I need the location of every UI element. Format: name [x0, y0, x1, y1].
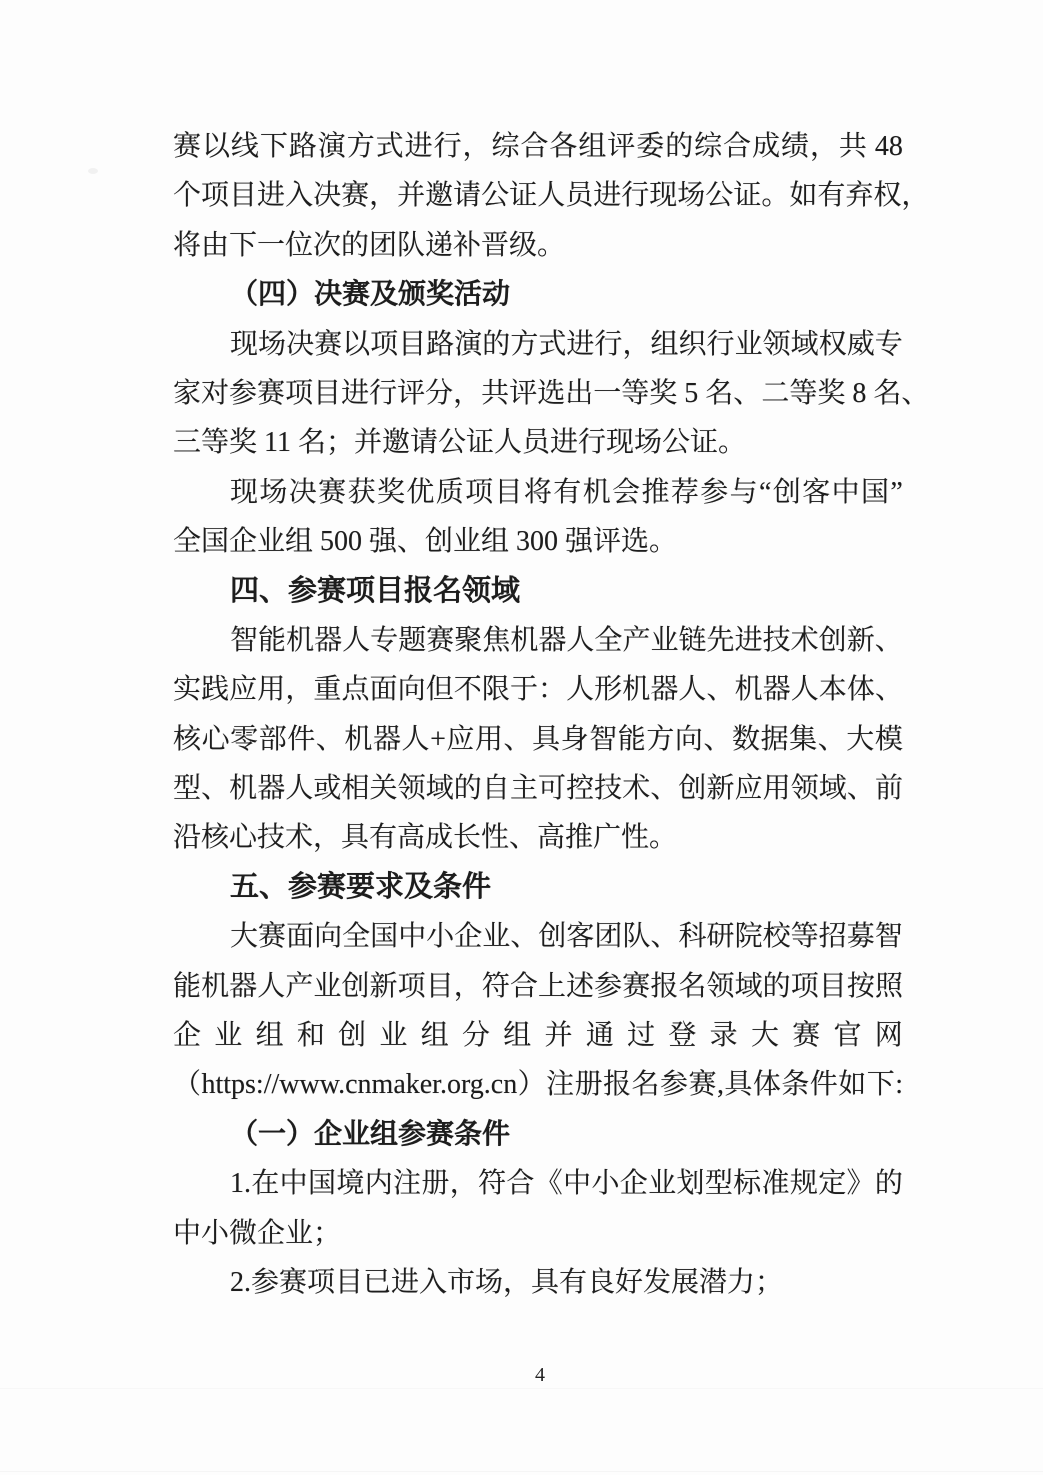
text-block	[173, 122, 930, 1307]
text-line: 中小微企业；	[173, 1217, 342, 1249]
page-number: 4	[535, 1364, 545, 1386]
text-line: 企 业 组 和 创 业 组 分 组 并 通 过 登 录 大 赛 官 网	[173, 1020, 903, 1052]
text-line: 能 机 器 人 产 业 创 新 项 目 ， 符 合 上 述 参 赛 报 名 领 域 的 项 目 按 照	[173, 970, 903, 1002]
section-heading: 四、参赛项目报名领域	[230, 574, 521, 607]
text-line: 沿核心技术，具有高成长性、高推广性。	[173, 822, 678, 854]
text-line: 型 、 机 器 人 或 相 关 领 域 的 自 主 可 控 技 术 、 创 新 应 用 领 域 、 前	[173, 773, 903, 805]
text-line: 智 能 机 器 人 专 题 赛 聚 焦 机 器 人 全 产 业 链 先 进 技 术 创 新 、	[230, 624, 903, 656]
text-line: （ https://www.cnmaker.org.cn ） 注 册 报 名 参 赛 , 具 体 条 件 如 下 :	[173, 1069, 903, 1101]
text-line: 全国企业组 500 强、创业组 300 强评选。	[173, 526, 678, 558]
scan-artifact	[88, 168, 98, 174]
section-heading: 五、参赛要求及条件	[230, 870, 492, 903]
subsection-heading: （一）企业组参赛条件	[230, 1118, 511, 1150]
text-line: 实 践 应 用 ， 重 点 面 向 但 不 限 于 ： 人 形 机 器 人 、 机 器 人 本 体 、	[173, 674, 903, 706]
text-line: 现 场 决 赛 以 项 目 路 演 的 方 式 进 行 ， 组 织 行 业 领 域 权 威 专	[230, 328, 903, 360]
text-line: 大 赛 面 向 全 国 中 小 企 业 、 创 客 团 队 、 科 研 院 校 等 招 募 智	[230, 921, 903, 953]
text-line: 家 对 参 赛 项 目 进 行 评 分 ， 共 评 选 出 一 等 奖 5 名 、 二 等 奖 8 名 、	[173, 377, 930, 409]
text-line: 2.参赛项目已进入市场，具有良好发展潜力；	[230, 1266, 784, 1298]
scan-artifact	[0, 1471, 1043, 1472]
text-line: 现 场 决 赛 获 奖 优 质 项 目 将 有 机 会 推 荐 参 与 “ 创 客 中 国 ”	[230, 476, 903, 508]
subsection-heading: （四）决赛及颁奖活动	[230, 279, 511, 311]
text-line: 个 项 目 进 入 决 赛 ， 并 邀 请 公 证 人 员 进 行 现 场 公 证 。 如 有 弃 权 ，	[173, 180, 930, 212]
scan-artifact	[0, 1388, 1043, 1389]
text-line: 三等奖 11 名；并邀请公证人员进行现场公证。	[173, 427, 746, 459]
text-line: 核 心 零 部 件 、 机 器 人 + 应 用 、 具 身 智 能 方 向 、 数 据 集 、 大 模	[173, 723, 903, 755]
text-line: 将由下一位次的团队递补晋级。	[173, 229, 566, 261]
text-line: 1. 在 中 国 境 内 注 册 ， 符 合 《 中 小 企 业 划 型 标 准 规 定 》 的	[230, 1168, 903, 1200]
text-line: 赛 以 线 下 路 演 方 式 进 行 ， 综 合 各 组 评 委 的 综 合 成 绩 ， 共 48	[173, 131, 903, 162]
